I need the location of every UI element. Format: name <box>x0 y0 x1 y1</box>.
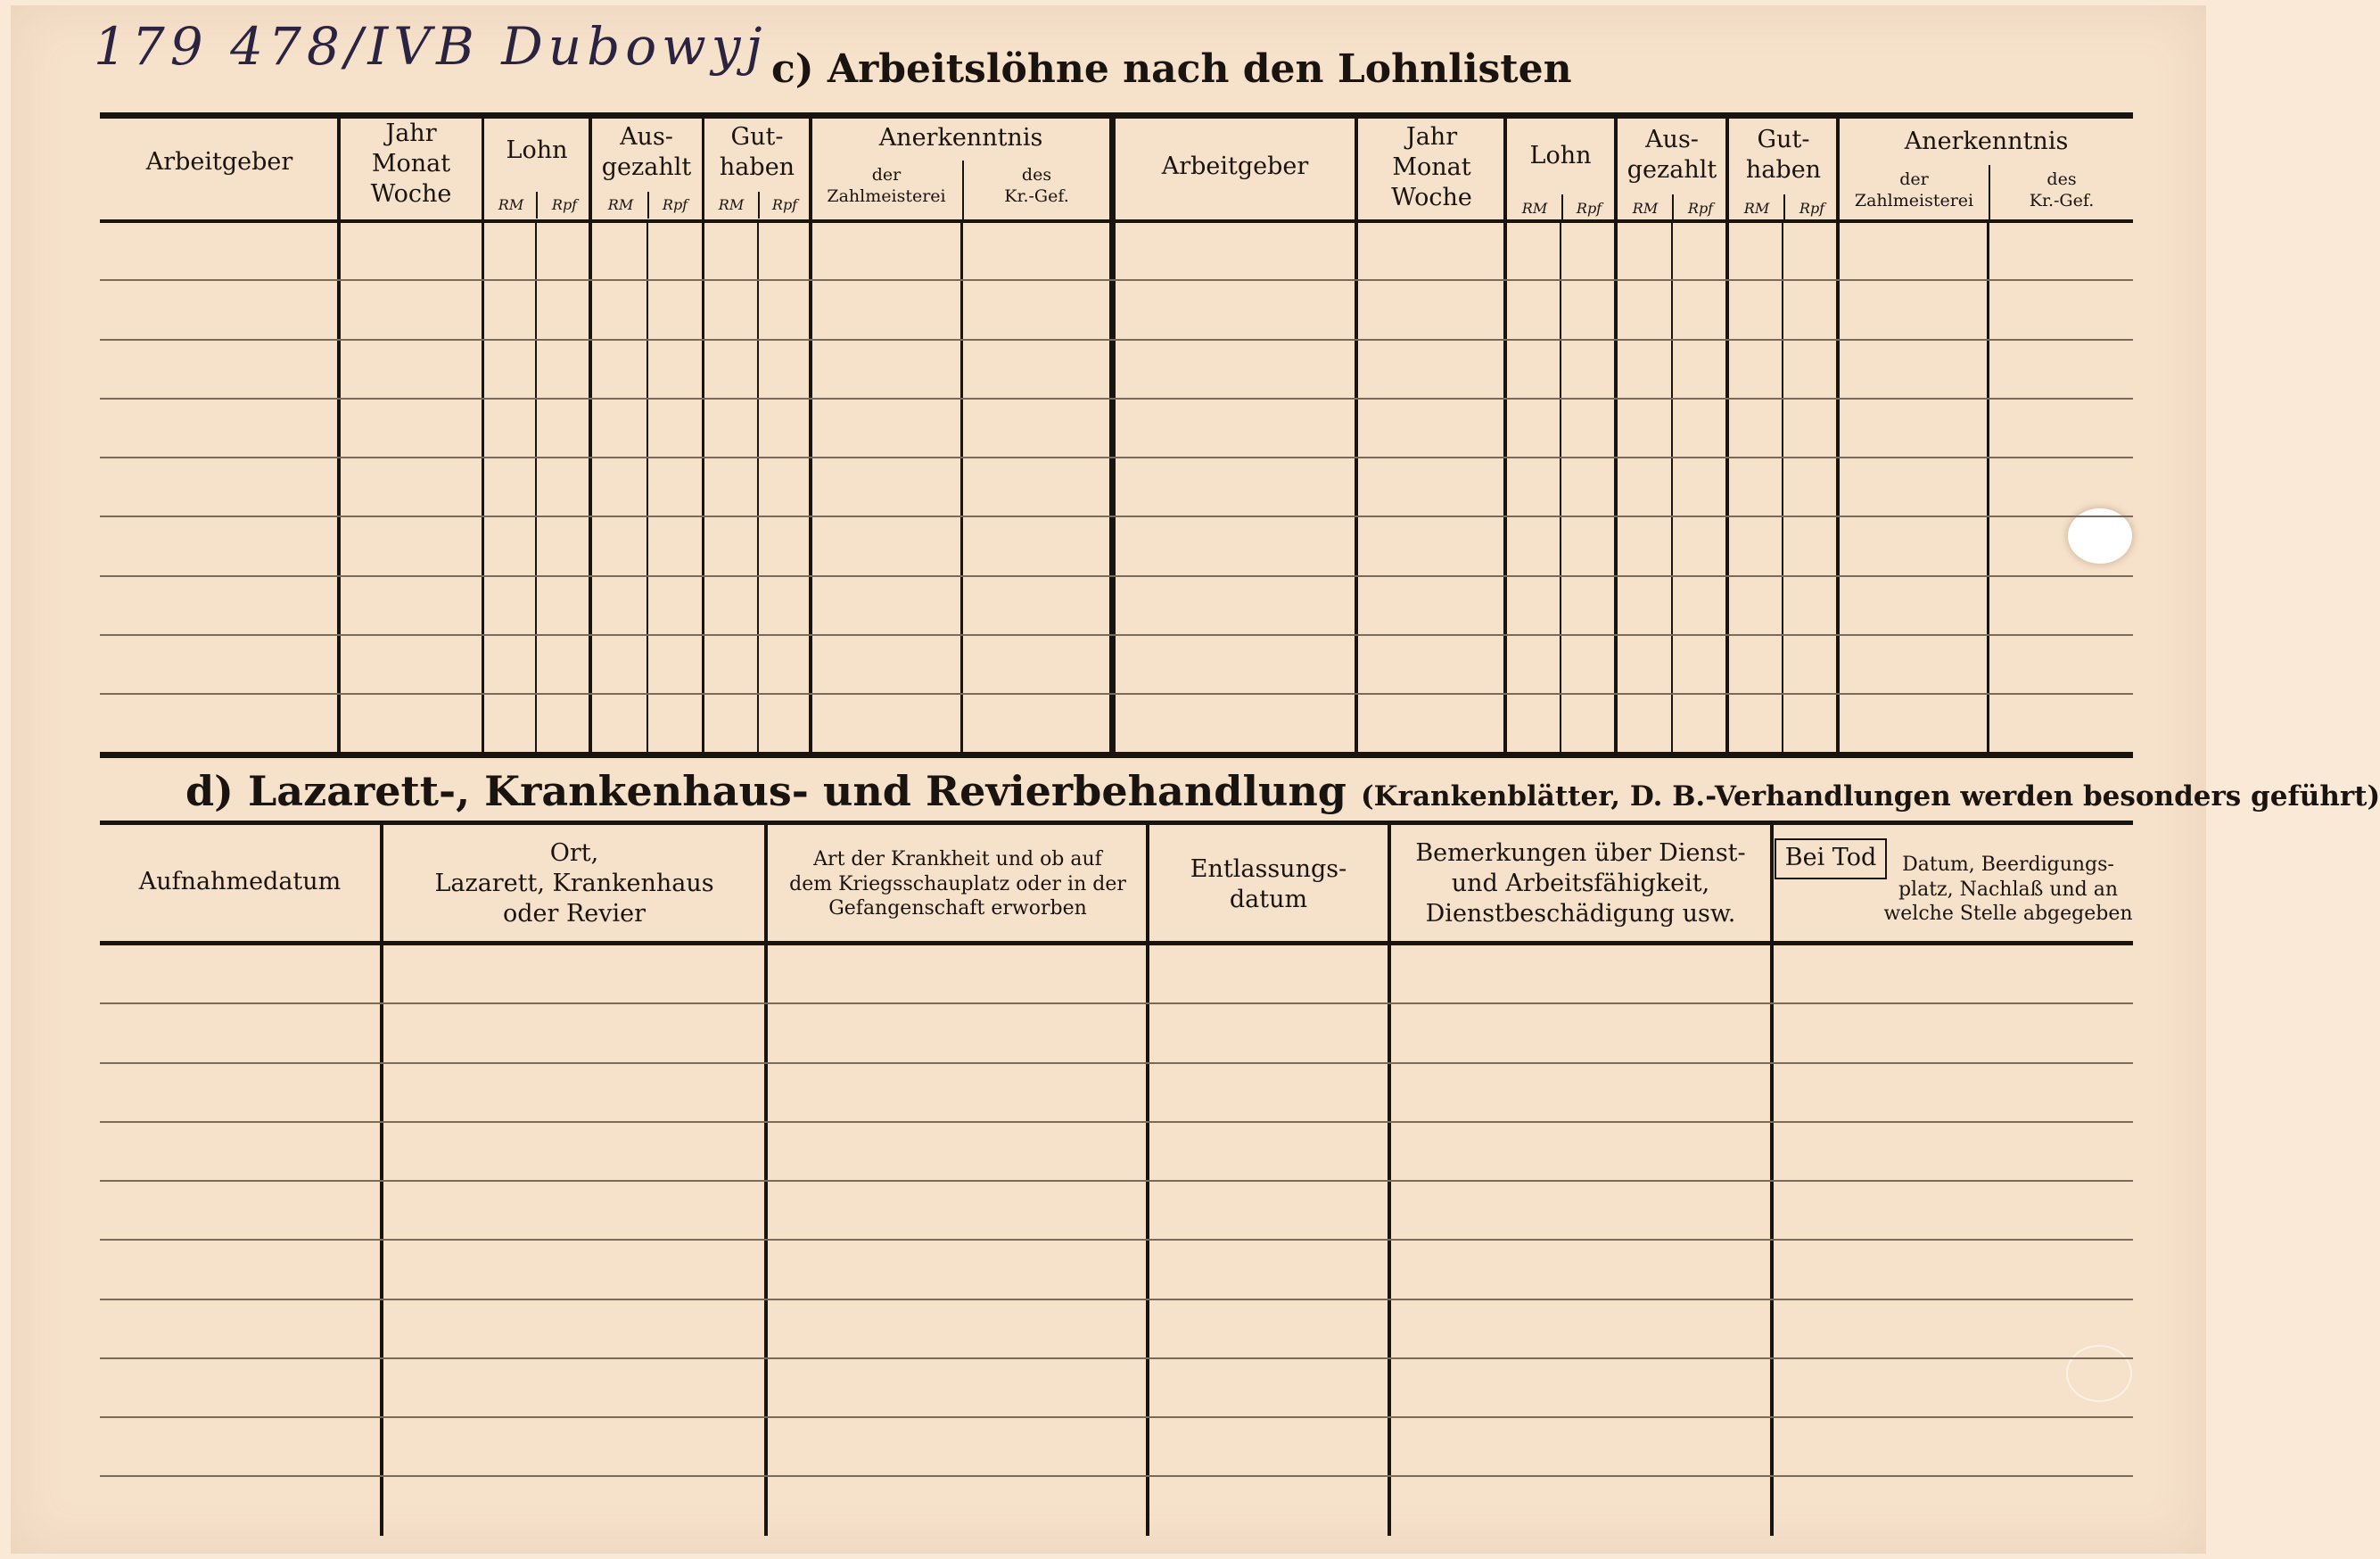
header-anerkenntnis-2: Anerkenntnis <box>1904 128 2069 155</box>
header-lohn: Lohn <box>506 136 568 164</box>
header-lohn-2: Lohn <box>1529 142 1592 169</box>
header-ausgezahlt: Aus- gezahlt <box>601 123 692 181</box>
unit-rpf: Rpf <box>662 196 688 213</box>
section-d-heading: d) Lazarett-, Krankenhaus- und Revierbehandlung <box>185 767 1346 815</box>
header-der-zahlmeisterei: der Zahlmeisterei <box>827 165 946 206</box>
header-jahr-monat-woche: Jahr Monat Woche <box>370 120 452 208</box>
header-datum-beerdigung: Datum, Beerdigungs- platz, Nachlaß und an welche Stelle abgegeben <box>1883 854 2133 925</box>
unit-rm: RM <box>1632 200 1659 217</box>
unit-rpf: Rpf <box>1687 200 1714 217</box>
unit-rm: RM <box>498 196 524 213</box>
unit-rpf: Rpf <box>551 196 578 213</box>
header-des-kr-gef-2: des Kr.-Gef. <box>2029 169 2095 210</box>
unit-rm: RM <box>607 196 634 213</box>
header-des-kr-gef: des Kr.-Gef. <box>1004 165 1069 206</box>
unit-rpf: Rpf <box>1576 200 1602 217</box>
header-arbeitgeber: Arbeitgeber <box>145 148 293 176</box>
header-guthaben-2: Gut- haben <box>1745 126 1822 184</box>
punch-mark <box>2066 1345 2132 1402</box>
unit-rm: RM <box>718 196 745 213</box>
section-d-note: (Krankenblätter, D. B.-Verhandlungen werden besonders geführt) <box>1361 780 2380 812</box>
header-bemerkungen: Bemerkungen über Dienst- und Arbeitsfähigkeit, Dienstbeschädigung usw. <box>1415 839 1746 928</box>
header-der-zahlmeisterei-2: der Zahlmeisterei <box>1854 169 1974 210</box>
unit-rm: RM <box>1743 200 1770 217</box>
header-bei-tod: Bei Tod <box>1775 838 1887 879</box>
header-aufnahmedatum: Aufnahmedatum <box>138 868 342 895</box>
header-guthaben: Gut- haben <box>719 123 795 181</box>
unit-rm: RM <box>1521 200 1548 217</box>
section-c-title: c) Arbeitslöhne nach den Lohnlisten <box>771 46 1572 92</box>
header-entlassungsdatum: Entlassungs- datum <box>1190 855 1347 913</box>
header-ausgezahlt-2: Aus- gezahlt <box>1626 126 1717 184</box>
header-arbeitgeber-2: Arbeitgeber <box>1161 153 1309 180</box>
unit-rpf: Rpf <box>771 196 798 213</box>
header-anerkenntnis: Anerkenntnis <box>878 124 1043 152</box>
header-art-der-krankheit: Art der Krankheit und ob auf dem Kriegsschauplatz oder in der Gefangenschaft erworben <box>789 848 1126 920</box>
unit-rpf: Rpf <box>1799 200 1825 217</box>
header-jahr-monat-woche-2: Jahr Monat Woche <box>1391 123 1472 211</box>
header-ort: Ort, Lazarett, Krankenhaus oder Revier <box>434 839 714 928</box>
handwritten-note: 179 478/IVB Dubowyj <box>94 16 768 77</box>
section-d-title <box>185 767 2380 815</box>
